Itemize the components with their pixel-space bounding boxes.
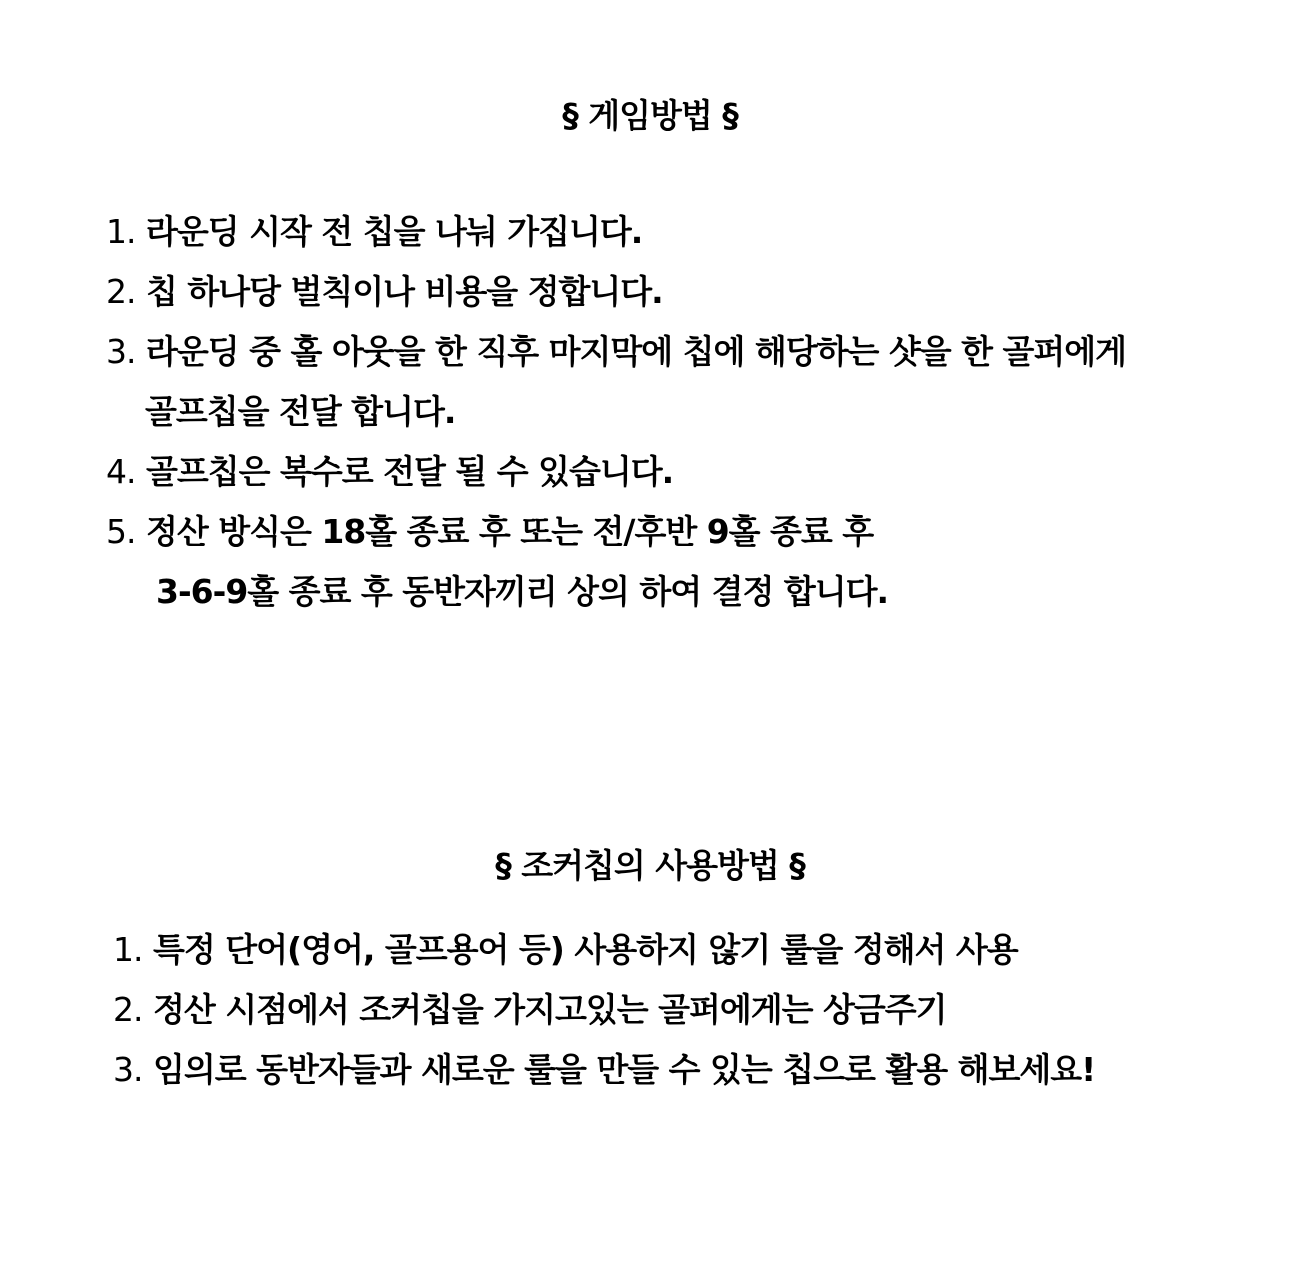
- rule-number: 3.: [106, 332, 136, 371]
- joker-number: 2.: [113, 990, 143, 1029]
- joker-number: 1.: [113, 930, 143, 969]
- joker-number: 3.: [113, 1050, 143, 1089]
- rule-item-3-continuation: 골프칩을 전달 합니다.: [145, 392, 456, 431]
- rule-text: 정산 방식은 18홀 종료 후 또는 전/후반 9홀 종료 후: [146, 512, 874, 551]
- joker-item-1: [113, 928, 1018, 972]
- rule-text: 라운딩 중 홀 아웃을 한 직후 마지막에 칩에 해당하는 샷을 한 골퍼에게: [146, 332, 1126, 371]
- joker-item-3: [113, 1048, 1095, 1092]
- rule-number: 2.: [106, 272, 136, 311]
- joker-text: 임의로 동반자들과 새로운 룰을 만들 수 있는 칩으로 활용 해보세요!: [153, 1050, 1096, 1089]
- joker-text: 정산 시점에서 조커칩을 가지고있는 골퍼에게는 상금주기: [153, 990, 947, 1029]
- rule-text: 칩 하나당 벌칙이나 비용을 정합니다.: [146, 272, 663, 311]
- rule-text: 라운딩 시작 전 칩을 나눠 가집니다.: [146, 212, 643, 251]
- rule-text: 골프칩은 복수로 전달 될 수 있습니다.: [146, 452, 674, 491]
- joker-item-2: [113, 988, 947, 1032]
- rule-number: 5.: [106, 512, 136, 551]
- rule-item-5-continuation: 3-6-9홀 종료 후 동반자끼리 상의 하여 결정 합니다.: [156, 572, 889, 611]
- rule-item-3: [106, 330, 1126, 374]
- rule-item-2: [106, 270, 663, 314]
- joker-text: 특정 단어(영어, 골프용어 등) 사용하지 않기 룰을 정해서 사용: [153, 930, 1018, 969]
- rule-number: 1.: [106, 212, 136, 251]
- rule-item-4: [106, 450, 673, 494]
- rule-item-5: [106, 510, 873, 554]
- rule-number: 4.: [106, 452, 136, 491]
- rule-item-1: [106, 210, 642, 254]
- game-rules-title: § 게임방법 §: [562, 96, 738, 135]
- joker-chip-title: § 조커칩의 사용방법 §: [495, 846, 805, 885]
